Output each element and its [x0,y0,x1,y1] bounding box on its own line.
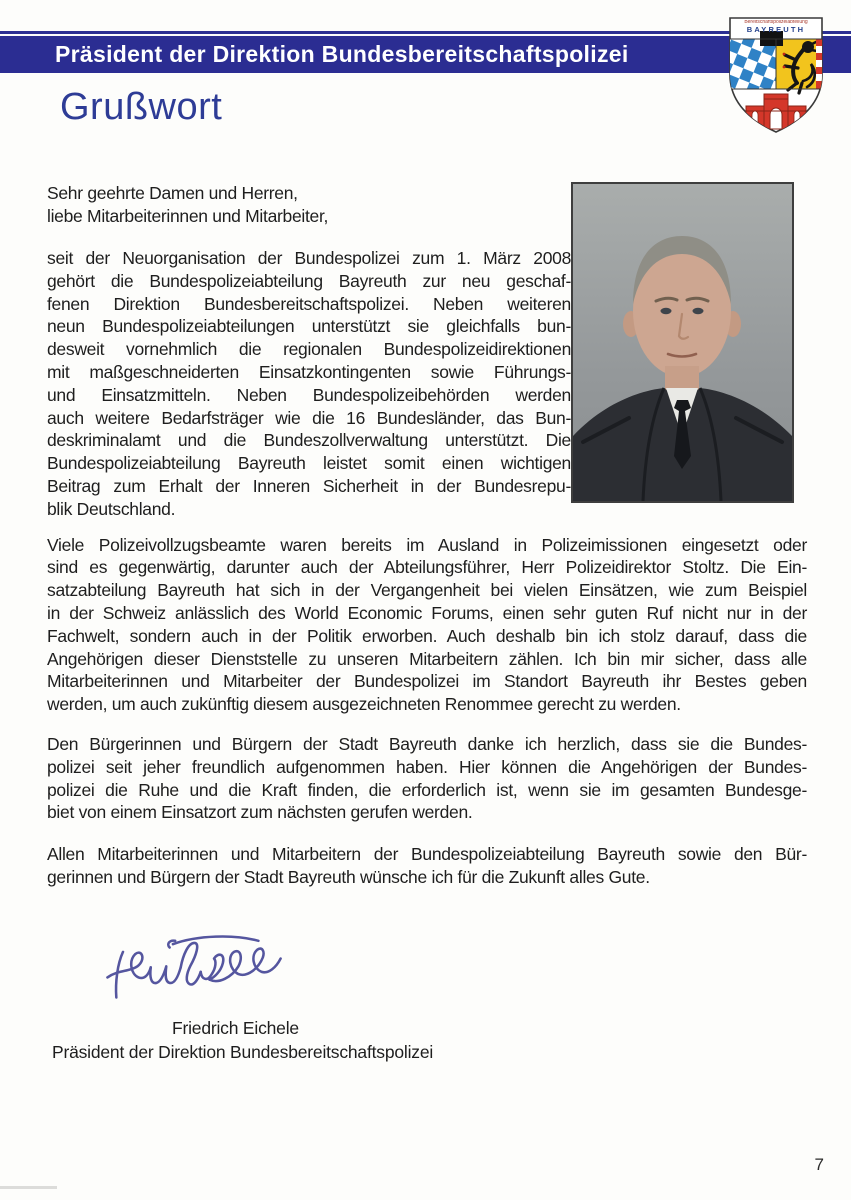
signature-block [47,933,807,1064]
text-line: Viele Polizeivollzugsbeamte waren bereits im Ausland in Polizeimissionen eingesetzt oder [47,534,807,555]
portrait-photo [571,182,794,503]
text-line: satzabteilung Bayreuth hat sich in der Vergangenheit bei vielen Einsätzen, wie zum Beispiel [47,580,807,601]
salutation-line: liebe Mitarbeiterinnen und Mitarbeiter, [47,206,329,226]
text-line: und Einsatzmitteln. Neben Bundespolizeibehörden werden [47,384,571,405]
portrait-graphic [573,184,792,501]
paragraph-thanks [47,733,807,824]
text-line: Fachwelt, sondern auch in der Politik erworben. Auch deshalb bin ich stolz darauf, dass die [47,625,807,646]
text-line: desweit vornehmlich die regionalen Bundespolizeidirektionen [47,339,571,360]
paragraph-wishes [47,843,807,889]
header-bar-title: Präsident der Direktion Bundesbereitschaftspolizei [55,41,629,67]
signer-name: Friedrich Eichele [172,1017,299,1038]
text-line: Mitarbeiterinnen und Mitarbeiter der Bundespolizei im Standort Bayreuth ihr Bestes geben [47,671,807,692]
text-line: seit der Neuorganisation der Bundespolizei zum 1. März 2008 [47,248,571,268]
crest-unit-label: Bereitschaftspolizeiabteilung [744,20,808,25]
page-title: Grußwort [60,86,223,128]
document-content [47,88,807,1064]
paragraph-missions [47,534,807,716]
page-number: 7 [814,1155,824,1174]
text-line: Den Bürgerinnen und Bürgern der Stadt Bayreuth danke ich herzlich, dass sie die Bundes- [47,733,807,754]
text-line: biet von einem Einsatzort zum nächsten gerufen werden. [47,802,473,823]
crest-city-label: BAYREUTH [746,24,806,34]
text-line: blik Deutschland. [47,498,176,519]
text-line: Allen Mitarbeiterinnen und Mitarbeitern der Bundespolizeiabteilung Bayreuth sowie den Bür- [47,844,807,865]
text-line: fenen Direktion Bundesbereitschaftspolizei. Neben weiteren [47,293,571,314]
intro-section [47,182,807,521]
text-line: gerinnen und Bürgern der Stadt Bayreuth wünsche ich für die Zukunft alles Gute. [47,866,650,887]
text-line: neun Bundespolizeiabteilungen unterstützt sie gleichfalls bun- [47,316,571,337]
text-line: sind es gegenwärtig, darunter auch der Abteilungsführer, Herr Polizeidirektor Stoltz. Die Ein- [47,557,807,578]
bayreuth-crest [719,11,833,139]
handwritten-signature [103,933,325,1003]
text-line: Bundespolizeiabteilung Bayreuth leistet somit einen wichtigen [47,453,571,474]
text-line: Angehörigen dieser Dienststelle zu unseren Mitarbeitern zählen. Ich bin mir sicher, dass alle [47,648,807,669]
text-line: deskriminalamt und die Bundeszollverwaltung unterstützt. Die [47,430,571,451]
scan-artifact [0,1186,57,1189]
text-line: mit maßgeschneiderten Einsatzkontingenten sowie Führungs- [47,361,571,382]
text-line: Beitrag zum Erhalt der Inneren Sicherheit in der Bundesrepu- [47,475,571,496]
text-line: polizei seit jeher freundlich aufgenommen haben. Hier können die Angehörigen der Bundes- [47,756,807,777]
crest-text [731,20,821,34]
text-line: auch weitere Bedarfsträger wie die 16 Bundesländer, das Bun- [47,407,571,428]
salutation-line: Sehr geehrte Damen und Herren, [47,183,298,203]
signer-title: Präsident der Direktion Bundesbereitschaftspolizei [52,1041,434,1062]
text-line: gehört die Bundespolizeiabteilung Bayreuth zur neu geschaf- [47,270,571,291]
check-border [816,39,822,89]
text-line: polizei die Ruhe und die Kraft finden, die erforderlich ist, wenn sie im gesamten Bundesge- [47,779,807,800]
text-line: in der Schweiz anlässlich des World Economic Forums, einen sehr guten Ruf nicht nur in der [47,602,807,623]
text-line: werden, um auch zukünftig diesem ausgezeichneten Renommee gerecht zu werden. [47,694,681,715]
